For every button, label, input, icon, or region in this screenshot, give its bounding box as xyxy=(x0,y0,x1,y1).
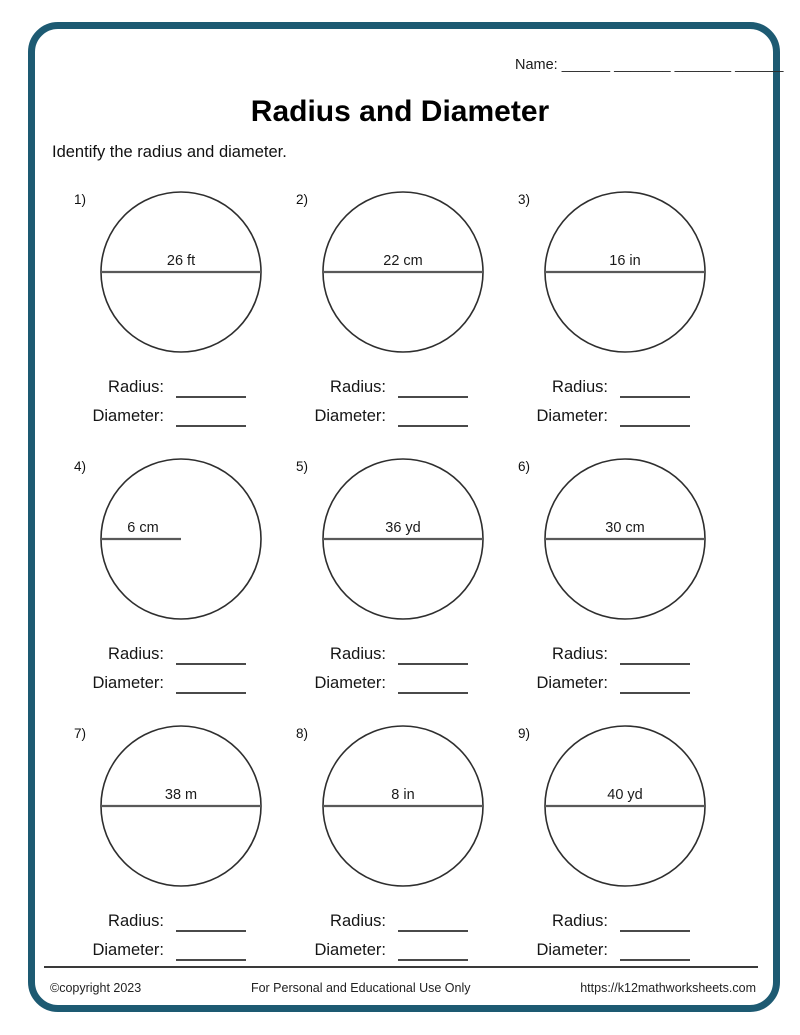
name-label: Name: xyxy=(515,57,558,73)
problem-5 xyxy=(282,452,504,719)
radius-answer-blank xyxy=(398,910,468,932)
circle-diagram xyxy=(542,723,708,889)
copyright-text: ©copyright 2023 xyxy=(50,981,142,995)
radius-label: Radius: xyxy=(552,912,608,930)
problem-number: 1) xyxy=(74,192,87,207)
usage-text: For Personal and Educational Use Only xyxy=(250,981,471,995)
diameter-answer-blank xyxy=(176,939,246,961)
measurement-label: 22 cm xyxy=(383,253,423,269)
problem-3 xyxy=(504,185,726,452)
radius-label: Radius: xyxy=(330,912,386,930)
page-title: Radius and Diameter xyxy=(250,95,550,128)
measurement-label: 16 in xyxy=(609,253,641,269)
diameter-label: Diameter: xyxy=(92,407,164,425)
footer-divider xyxy=(44,966,758,968)
answer-block xyxy=(504,641,726,699)
problem-7 xyxy=(60,719,282,986)
name-blank-line: ______ _______ _______ ______ xyxy=(561,57,784,73)
problem-6 xyxy=(504,452,726,719)
radius-answer-blank xyxy=(176,643,246,665)
diameter-label: Diameter: xyxy=(536,941,608,959)
diameter-answer-blank xyxy=(620,672,690,694)
radius-answer-blank xyxy=(620,910,690,932)
radius-answer-blank xyxy=(398,643,468,665)
answer-block xyxy=(60,374,282,432)
measurement-label: 6 cm xyxy=(127,520,159,536)
diameter-answer-blank xyxy=(398,939,468,961)
diameter-label: Diameter: xyxy=(92,941,164,959)
problem-8 xyxy=(282,719,504,986)
radius-label: Radius: xyxy=(108,378,164,396)
radius-answer-blank xyxy=(620,376,690,398)
diameter-label: Diameter: xyxy=(536,407,608,425)
circle-diagram xyxy=(98,189,264,355)
measurement-label: 8 in xyxy=(391,787,415,803)
circle-diagram xyxy=(320,723,486,889)
circle-diagram xyxy=(98,723,264,889)
problem-number: 5) xyxy=(296,459,309,474)
measurement-label: 38 m xyxy=(164,787,198,803)
radius-label: Radius: xyxy=(330,645,386,663)
problem-4 xyxy=(60,452,282,719)
problem-9 xyxy=(504,719,726,986)
circle-diagram xyxy=(320,456,486,622)
radius-answer-blank xyxy=(176,376,246,398)
answer-block xyxy=(504,374,726,432)
radius-label: Radius: xyxy=(552,645,608,663)
diameter-label: Diameter: xyxy=(314,941,386,959)
diameter-answer-blank xyxy=(176,405,246,427)
diameter-answer-blank xyxy=(398,672,468,694)
radius-label: Radius: xyxy=(330,378,386,396)
diameter-answer-blank xyxy=(398,405,468,427)
answer-block xyxy=(60,908,282,966)
problem-2 xyxy=(282,185,504,452)
radius-answer-blank xyxy=(620,643,690,665)
problem-number: 8) xyxy=(296,726,309,741)
diameter-label: Diameter: xyxy=(92,674,164,692)
radius-label: Radius: xyxy=(108,645,164,663)
answer-block xyxy=(282,641,504,699)
problem-number: 4) xyxy=(74,459,87,474)
diameter-label: Diameter: xyxy=(536,674,608,692)
radius-label: Radius: xyxy=(108,912,164,930)
diameter-label: Diameter: xyxy=(314,407,386,425)
problems-grid xyxy=(60,185,726,986)
problem-number: 9) xyxy=(518,726,531,741)
circle-diagram xyxy=(542,456,708,622)
circle-diagram xyxy=(98,456,264,622)
measurement-label: 36 yd xyxy=(385,520,421,536)
website-url: https://k12mathworksheets.com xyxy=(580,981,756,995)
radius-answer-blank xyxy=(398,376,468,398)
radius-label: Radius: xyxy=(552,378,608,396)
instruction-text: Identify the radius and diameter. xyxy=(52,143,287,161)
diameter-label: Diameter: xyxy=(314,674,386,692)
footer xyxy=(50,981,756,995)
measurement-label: 26 ft xyxy=(166,253,196,269)
diameter-answer-blank xyxy=(620,939,690,961)
circle-diagram xyxy=(542,189,708,355)
problem-number: 2) xyxy=(296,192,309,207)
problem-1 xyxy=(60,185,282,452)
answer-block xyxy=(60,641,282,699)
diameter-answer-blank xyxy=(176,672,246,694)
problem-number: 6) xyxy=(518,459,531,474)
circle-diagram xyxy=(320,189,486,355)
radius-answer-blank xyxy=(176,910,246,932)
answer-block xyxy=(282,374,504,432)
answer-block xyxy=(282,908,504,966)
measurement-label: 30 cm xyxy=(605,520,645,536)
answer-block xyxy=(504,908,726,966)
problem-number: 3) xyxy=(518,192,531,207)
diameter-answer-blank xyxy=(620,405,690,427)
measurement-label: 40 yd xyxy=(607,787,643,803)
name-field xyxy=(515,57,783,73)
problem-number: 7) xyxy=(74,726,87,741)
